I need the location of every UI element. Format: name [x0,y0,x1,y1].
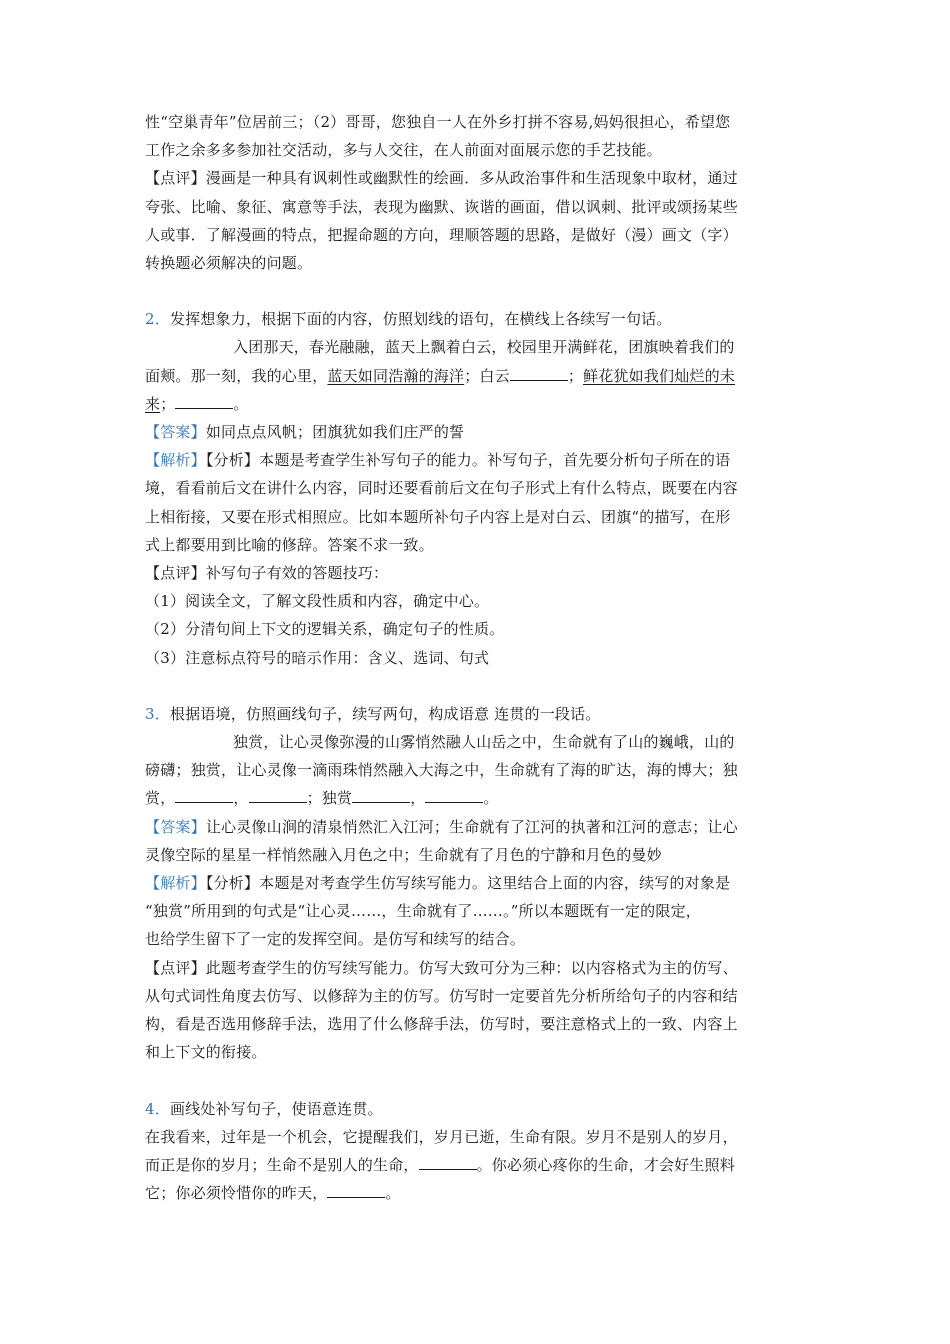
question-2 [145,305,805,672]
analysis-line: 境，看看前后文在讲什么内容，同时还要看前后文在句子形式上有什么特点，既要在内容 [145,479,738,498]
answer-line: 【答案】如同点点风帆；团旗犹如我们庄严的誓 [145,423,465,442]
comment-line: 【点评】漫画是一种具有讽刺性或幽默性的绘画．多从政治事件和生活现象中取材，通过 [145,169,738,188]
comment-line: 构，看是否选用修辞手法，选用了什么修辞手法，仿写时，要注意格式上的一致、内容上 [145,1015,738,1034]
question-number: 2． [145,310,170,329]
text-line: 性“空巢青年”位居前三；（2）哥哥，您独自一人在外乡打拼不容易,妈妈很担心，希望您 [145,113,731,131]
question-number: 3． [145,704,170,723]
question-prompt: 3．根据语境，仿照画线句子，续写两句，构成语意 连贯的一段话。 [145,704,601,723]
answer-line: 【答案】让心灵像山涧的清泉悄然汇入江河；生命就有了江河的执著和江河的意志；让心 [145,817,738,836]
answer-tag: 【答案】 [145,423,206,442]
passage-line: 独赏，让心灵像弥漫的山雾悄然融人山岳之中，生命就有了山的巍峨，山的 [233,733,735,752]
answer-blank[interactable] [327,1183,385,1198]
answer-line: 灵像空际的星星一样悄然融入月色之中；生命就有了月色的宁静和月色的曼妙 [145,845,662,864]
analysis-line: “独赏”所用到的句式是“让心灵……，生命就有了……。”所以本题既有一定的限定， [145,902,701,921]
comment-line: 人或事．了解漫画的特点，把握命题的方向，理顺答题的思路，是做好（漫）画文（字） [145,225,738,244]
analysis-tag: 【解析】 [145,874,206,893]
passage-line: 赏， ， ；独赏 ， 。 [145,789,499,808]
comment-line: 【点评】此题考查学生的仿写续写能力。仿写大致可分为三种：以内容格式为主的仿写、 [145,958,738,977]
passage-line: 面颊。那一刻，我的心里，蓝天如同浩瀚的海洋；白云 ；鲜花犹如我们灿烂的未 [145,366,736,385]
answer-blank[interactable] [249,788,307,803]
question-4 [145,1095,805,1208]
passage-line: 入团那天，春光融融，蓝天上飘着白云，校园里开满鲜花，团旗映着我们的 [233,338,735,357]
question-prompt: 2．发挥想象力，根据下面的内容，仿照划线的语句，在横线上各续写一句话。 [145,310,672,329]
passage-line: 而正是你的岁月；生命不是别人的生命， 。你必须心疼你的生命，才会好生照料 [145,1155,736,1174]
answer-blank[interactable] [510,366,568,381]
comment-line: （1）阅读全文，了解文段性质和内容，确定中心。 [145,592,490,611]
underlined-sentence: 来 [145,394,161,413]
passage-line: 它；你必须怜惜你的昨天， 。 [145,1184,401,1203]
passage-line: 来； 。 [145,394,249,413]
analysis-line: 【解析】【分析】本题是考查学生补写句子的能力。补写句子，首先要分析句子所在的语 [145,451,731,470]
comment-line: （2）分清句间上下文的逻辑关系，确定句子的性质。 [145,620,505,639]
question-number: 4． [145,1099,170,1118]
underlined-sentence: 鲜花犹如我们灿烂的未 [583,366,736,385]
question-3 [145,700,805,1067]
analysis-line: 式上都要用到比喻的修辞。答案不求一致。 [145,535,434,554]
answer-blank[interactable] [175,394,233,409]
document-page [145,108,805,1207]
comment-line: 从句式词性角度去仿写、以修辞为主的仿写。仿写时一定要首先分析所给句子的内容和结 [145,986,738,1005]
comment-line: 夸张、比喻、象征、寓意等手法，表现为幽默、诙谐的画面，借以讽刺、批评或颂扬某些 [145,197,738,216]
analysis-line: 上相衔接，又要在形式相照应。比如本题所补句子内容上是对白云、团旗“的描写，在形 [145,507,731,526]
previous-question-tail [145,108,805,277]
passage-line: 在我看来，过年是一个机会，它提醒我们，岁月已逝，生命有限。岁月不是别人的岁月， [145,1127,738,1146]
answer-blank[interactable] [352,788,410,803]
comment-line: 转换题必须解决的问题。 [145,254,313,273]
comment-line: 和上下文的衔接。 [145,1043,267,1062]
analysis-line: 【解析】【分析】本题是对考查学生仿写续写能力。这里结合上面的内容，续写的对象是 [145,874,731,893]
answer-blank[interactable] [175,788,233,803]
passage-line: 磅礴；独赏，让心灵像一滴雨珠悄然融入大海之中，生命就有了海的旷达，海的博大；独 [145,761,738,780]
question-prompt: 4．画线处补写句子，使语意连贯。 [145,1099,383,1118]
underlined-sentence: 蓝天如同浩瀚的海洋 [327,366,465,385]
analysis-line: 也给学生留下了一定的发挥空间。是仿写和续写的结合。 [145,930,526,949]
answer-blank[interactable] [425,788,483,803]
answer-tag: 【答案】 [145,817,206,836]
answer-blank[interactable] [419,1155,477,1170]
comment-line: 【点评】补写句子有效的答题技巧： [145,564,389,583]
comment-line: （3）注意标点符号的暗示作用：含义、选词、句式 [145,648,490,667]
analysis-tag: 【解析】 [145,451,206,470]
text-line: 工作之余多多参加社交活动，多与人交往，在人前面对面展示您的手艺技能。 [145,141,662,160]
